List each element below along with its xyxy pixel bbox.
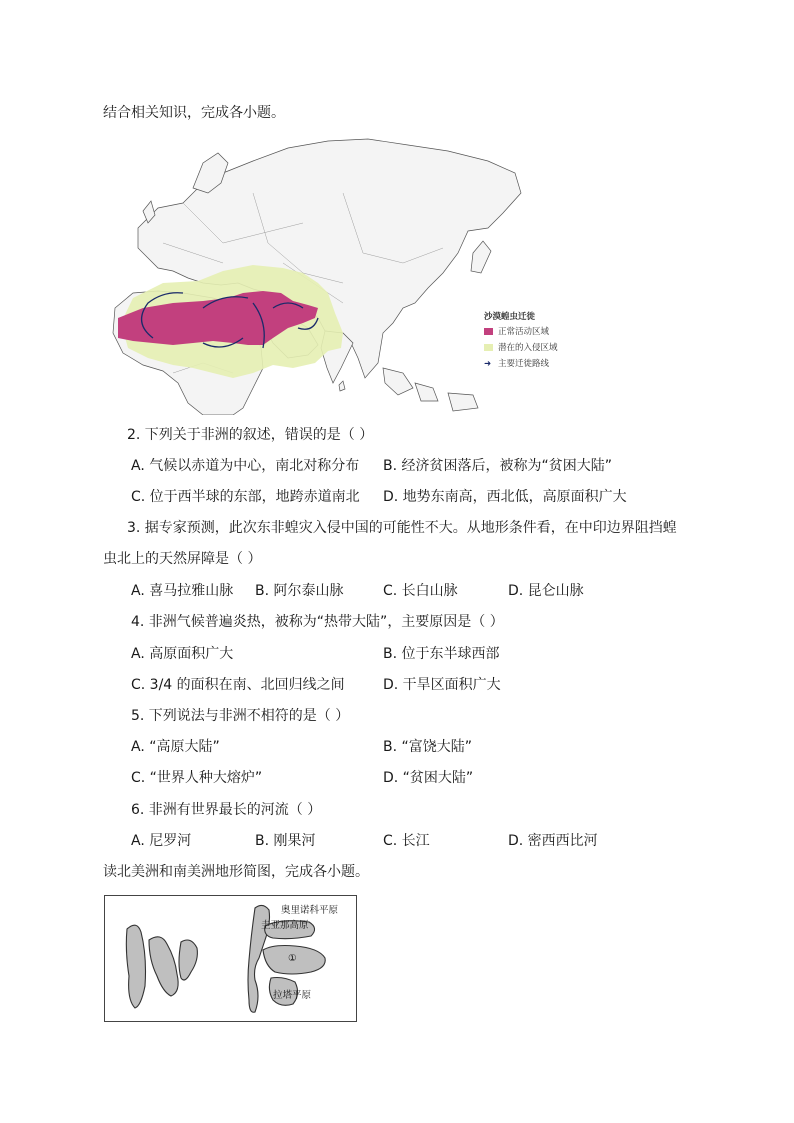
- q6-stem: 6. 非洲有世界最长的河流（ ）: [131, 802, 322, 818]
- q6-option-b: B. 刚果河: [255, 833, 316, 849]
- legend-item-potential: [484, 343, 558, 353]
- q3-option-a: A. 喜马拉雅山脉: [131, 583, 234, 599]
- q3-option-c: C. 长白山脉: [383, 583, 458, 599]
- eurasia-africa-map: [103, 133, 523, 415]
- q2-option-d: D. 地势东南高，西北低，高原面积广大: [383, 489, 627, 505]
- q3-option-b: B. 阿尔泰山脉: [255, 583, 344, 599]
- legend-label-potential: 潜在的入侵区域: [498, 343, 558, 353]
- legend-item-route: [484, 359, 549, 369]
- q2-stem: 2. 下列关于非洲的叙述，错误的是（ ）: [127, 427, 374, 443]
- q5-option-d: D. “贫困大陆”: [383, 770, 474, 786]
- arrow-icon: ➜: [484, 359, 492, 369]
- la-plata-plain-label: 拉塔平原: [273, 990, 312, 1001]
- q5-stem: 5. 下列说法与非洲不相符的是（ ）: [131, 708, 350, 724]
- section-intro-2: 读北美洲和南美洲地形简图，完成各小题。: [103, 864, 369, 880]
- legend-label-route: 主要迁徙路线: [498, 359, 550, 369]
- desert-locust-map: [103, 133, 523, 415]
- americas-terrain-map: [104, 895, 357, 1022]
- orinoco-plain-label: 奥里诺科平原: [281, 905, 339, 916]
- q6-option-a: A. 尼罗河: [131, 833, 192, 849]
- legend-swatch-potential: [484, 344, 493, 351]
- legend-swatch-normal: [484, 328, 493, 335]
- q3-stem-line1: 3. 据专家预测，此次东非蝗灾入侵中国的可能性不大。从地形条件看，在中印边界阻挡蝗: [127, 520, 677, 536]
- q4-option-d: D. 干旱区面积广大: [383, 677, 501, 693]
- q6-option-d: D. 密西西比河: [508, 833, 598, 849]
- q3-option-d: D. 昆仑山脉: [508, 583, 584, 599]
- q2-option-b: B. 经济贫困落后，被称为“贫困大陆”: [383, 458, 613, 474]
- q4-option-b: B. 位于东半球西部: [383, 646, 500, 662]
- q4-option-a: A. 高原面积广大: [131, 646, 234, 662]
- guiana-highlands-label: 圭亚那高原: [261, 920, 309, 931]
- legend-label-normal: 正常活动区域: [498, 327, 550, 337]
- q3-stem-line2: 虫北上的天然屏障是（ ）: [103, 551, 262, 567]
- region-one-marker: ①: [288, 953, 297, 964]
- q5-option-b: B. “富饶大陆”: [383, 739, 473, 755]
- legend-item-normal: [484, 327, 549, 337]
- q6-option-c: C. 长江: [383, 833, 430, 849]
- q2-option-a: A. 气候以赤道为中心，南北对称分布: [131, 458, 360, 474]
- q5-option-c: C. “世界人种大熔炉”: [131, 770, 263, 786]
- q4-stem: 4. 非洲气候普遍炎热，被称为“热带大陆”，主要原因是（ ）: [131, 614, 504, 630]
- q4-option-c: C. 3/4 的面积在南、北回归线之间: [131, 677, 345, 693]
- legend-title: 沙漠蝗虫迁徙: [484, 312, 536, 322]
- section-intro-1: 结合相关知识，完成各小题。: [103, 105, 285, 121]
- q5-option-a: A. “高原大陆”: [131, 739, 220, 755]
- q2-option-c: C. 位于西半球的东部，地跨赤道南北: [131, 489, 360, 505]
